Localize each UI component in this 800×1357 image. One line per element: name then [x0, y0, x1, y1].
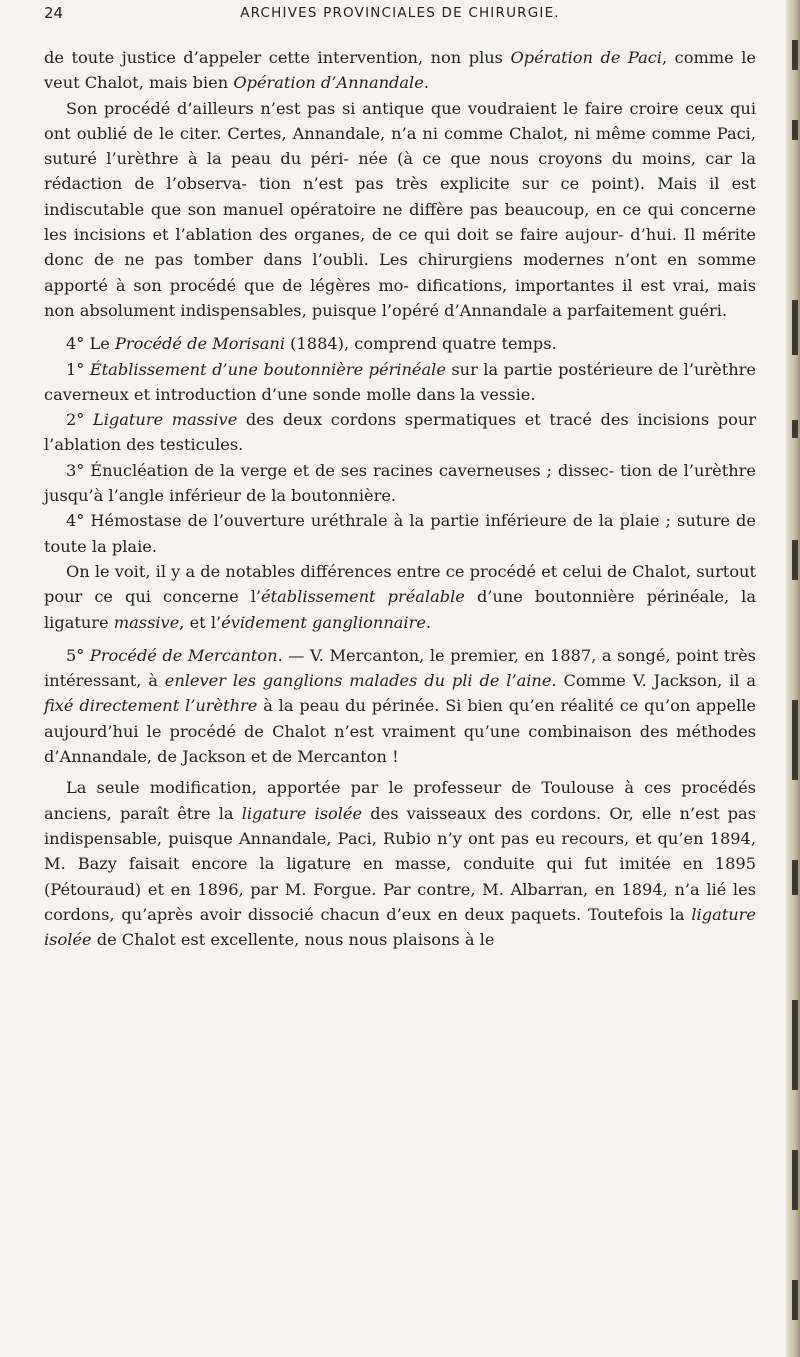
text-run: d’une boutonnière périnéale, la ligature	[44, 587, 756, 632]
italic-text-run: Procédé de Morisani	[115, 334, 286, 354]
edge-mark	[792, 860, 798, 895]
paragraph-2	[44, 96, 756, 324]
text-run: .	[425, 612, 432, 632]
italic-text-run: fixé directement l’urèthre	[44, 696, 258, 716]
text-run: .	[423, 73, 429, 93]
paragraph-9	[44, 643, 756, 769]
text-run: 4° Hémostase de l’ouverture uréthrale à la partie inférieure de la plaie ; suture de toute la plaie.	[44, 511, 756, 556]
paragraph-7	[44, 508, 756, 559]
text-run: On le voit, il y a de notables différences entre ce procédé et celui de Chalot, surtout pour ce qui concerne l’	[44, 561, 756, 607]
text-run: des deux cordons spermatiques et tracé des incisions pour l’ablation des testicules.	[44, 410, 756, 455]
text-run: 4° Le	[66, 334, 116, 354]
page-number: 24	[44, 4, 64, 22]
text-run: de toute justice d’appeler cette intervention, non plus	[44, 48, 511, 67]
text-run: La seule modification, apportée par le professeur de Toulouse à ces procédés anciens, paraît être la	[44, 778, 756, 823]
book-edge	[786, 0, 800, 1357]
edge-mark	[792, 1280, 798, 1320]
text-run: . — V. Mercanton, le premier, en 1887, a songé, point très intéressant, à	[44, 645, 756, 691]
italic-text-run: ligature isolée	[241, 803, 363, 823]
italic-text-run: Ligature massive	[92, 410, 238, 430]
italic-text-run: Procédé de Mercanton	[89, 645, 278, 665]
text-run: de Chalot est excellente, nous nous plaisons à le	[91, 930, 495, 950]
italic-text-run: Opération d’Annandale	[233, 73, 424, 93]
edge-mark	[792, 420, 798, 438]
running-head: ARCHIVES PROVINCIALES DE CHIRURGIE.	[240, 5, 560, 21]
text-run: à la peau du périnée. Si bien qu’en réalité ce qu’on appelle aujourd’hui le procédé de Chalot n’est vraiment qu’une combinaison des méthodes d’Annandale, de Jackson et de Mercanton !	[44, 696, 756, 767]
text-run: 3° Énucléation de la verge et de ses racines caverneuses ; dissec- tion de l’urèthre jusqu’à l’angle inférieur de la boutonnière.	[44, 460, 756, 506]
text-run: , et l’	[179, 612, 222, 632]
edge-mark	[792, 1150, 798, 1210]
paragraph-10	[44, 775, 756, 952]
paragraph-5	[44, 407, 756, 458]
italic-text-run: enlever les ganglions malades du pli de l’aine	[164, 671, 552, 691]
italic-text-run: établissement préalable	[261, 587, 465, 607]
italic-text-run: massive	[113, 612, 180, 632]
text-run: . Comme V. Jackson, il a	[551, 671, 757, 691]
text-run: , comme le veut Chalot, mais bien	[44, 48, 756, 93]
text-run: (1884), comprend quatre temps.	[285, 334, 557, 354]
edge-mark	[792, 300, 798, 355]
book-page	[44, 0, 756, 1357]
edge-mark	[792, 700, 798, 780]
edge-mark	[792, 40, 798, 70]
italic-text-run: évidement ganglionnaire	[221, 612, 426, 632]
text-run: sur la partie postérieure de l’urèthre caverneux et introduction d’une sonde molle dans la vessie.	[44, 359, 756, 404]
text-run: 5°	[66, 645, 90, 665]
paragraph-1	[44, 45, 756, 96]
edge-mark	[792, 540, 798, 580]
paragraph-3	[44, 331, 756, 356]
text-run: 2°	[66, 410, 93, 430]
italic-text-run: Établissement d’une boutonnière périnéale	[89, 359, 446, 379]
body-text	[44, 45, 756, 952]
paragraph-4	[44, 357, 756, 408]
edge-mark	[792, 1000, 798, 1090]
edge-mark	[792, 120, 798, 140]
text-run: Son procédé d’ailleurs n’est pas si antique que voudraient le faire croire ceux qui ont oublié de le citer. Certes, Annandale, n’a ni comme Chalot, ni même comme Paci, suturé l’urèthre à la peau du péri- née (à ce que nous croyons du moins, car la rédaction de l’observa- tion n’est pas très explicite sur ce point). Mais il est indiscutable que son manuel opératoire ne diffère pas beaucoup, en ce qui concerne les incisions et l’ablation des organes, de ce qui doit se faire aujour- d’hui. Il mérite donc de ne pas tomber dans l’oubli. Les chirurgiens modernes n’ont en somme apporté à son procédé que de légères mo- difications, importantes il est vrai, mais non absolument indispensables, puisque l’opéré d’Annandale a parfaitement guéri.	[44, 98, 756, 320]
italic-text-run: ligature isolée	[44, 904, 756, 950]
page-header	[44, 4, 756, 30]
paragraph-8	[44, 559, 756, 635]
text-run: 1°	[66, 359, 90, 379]
text-run: des vaisseaux des cordons. Or, elle n’est pas indispensable, puisque Annandale, Paci, Rubio n’y ont pas eu recours, et qu’en 1894, M. Bazy faisait encore la ligature en masse, conduite qui fut imitée en 1895 (Pétouraud) et en 1896, par M. Forgue. Par contre, M. Albarran, en 1894, n’a lié les cordons, qu’après avoir dissocié chacun d’eux en deux paquets. Toutefois la	[44, 803, 756, 924]
paragraph-6	[44, 458, 756, 509]
italic-text-run: Opération de Paci	[510, 48, 662, 67]
